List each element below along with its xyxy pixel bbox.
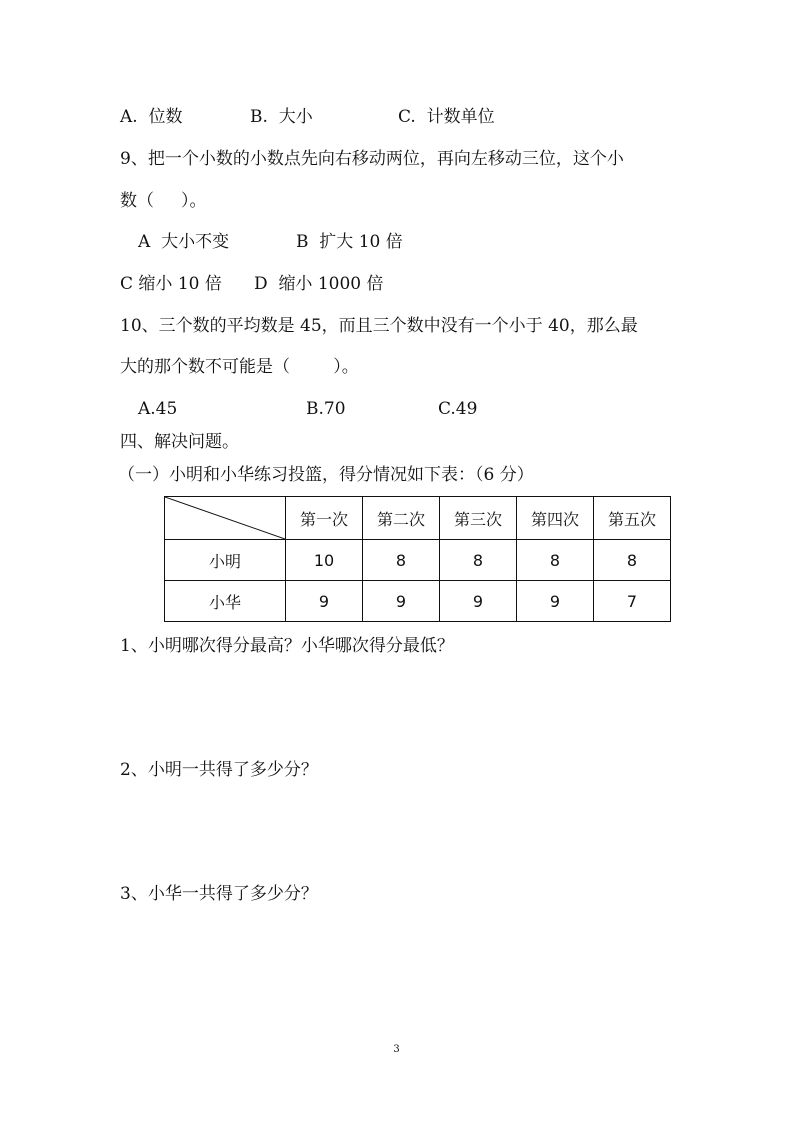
q10-option-b: B.70 [306, 399, 346, 419]
q9-option-b: B 扩大 10 倍 [296, 232, 403, 252]
score-cell: 8 [517, 540, 594, 581]
score-cell: 9 [440, 581, 517, 622]
header-cell: 第三次 [440, 497, 517, 540]
header-cell: 第一次 [286, 497, 363, 540]
question-2: 2、小明一共得了多少分？ [120, 760, 318, 780]
q10-line-2: 大的那个数不可能是（ ）。 [120, 357, 359, 377]
score-cell: 10 [286, 540, 363, 581]
table-row [165, 581, 671, 622]
q8-option-c: C. 计数单位 [398, 107, 495, 127]
section-title: 四、解决问题。 [120, 432, 239, 452]
score-cell: 7 [594, 581, 671, 622]
q9-option-a: A 大小不变 [138, 232, 230, 252]
q9-line-2: 数（ ）。 [120, 191, 207, 211]
q10-option-c: C.49 [438, 399, 478, 419]
row-label: 小华 [165, 581, 286, 622]
diagonal-line [165, 497, 285, 539]
page-number: 3 [393, 1044, 400, 1055]
row-label: 小明 [165, 540, 286, 581]
question-1: 1、小明哪次得分最高？小华哪次得分最低？ [120, 636, 454, 656]
header-cell: 第四次 [517, 497, 594, 540]
q9-option-d: D 缩小 1000 倍 [254, 274, 384, 294]
q10-line-1: 10、三个数的平均数是 45，而且三个数中没有一个小于 40，那么最 [120, 316, 638, 336]
header-cell: 第五次 [594, 497, 671, 540]
score-cell: 8 [594, 540, 671, 581]
score-cell: 8 [363, 540, 440, 581]
score-cell: 9 [286, 581, 363, 622]
q10-option-a: A.45 [138, 399, 178, 419]
q9-line-1: 9、把一个小数的小数点先向右移动两位，再向左移动三位，这个小 [120, 149, 624, 169]
header-cell: 第二次 [363, 497, 440, 540]
score-cell: 9 [363, 581, 440, 622]
table-row [165, 540, 671, 581]
table-header-row [165, 497, 671, 540]
diagonal-header-cell [165, 497, 286, 540]
q8-option-a: A. 位数 [120, 107, 183, 127]
score-cell: 9 [517, 581, 594, 622]
score-cell: 8 [440, 540, 517, 581]
q8-option-b: B. 大小 [250, 107, 313, 127]
question-3: 3、小华一共得了多少分？ [120, 884, 318, 904]
q9-option-c: C 缩小 10 倍 [120, 274, 222, 294]
subsection-title: （一）小明和小华练习投篮，得分情况如下表：（6 分） [118, 465, 534, 485]
score-table [164, 496, 671, 622]
